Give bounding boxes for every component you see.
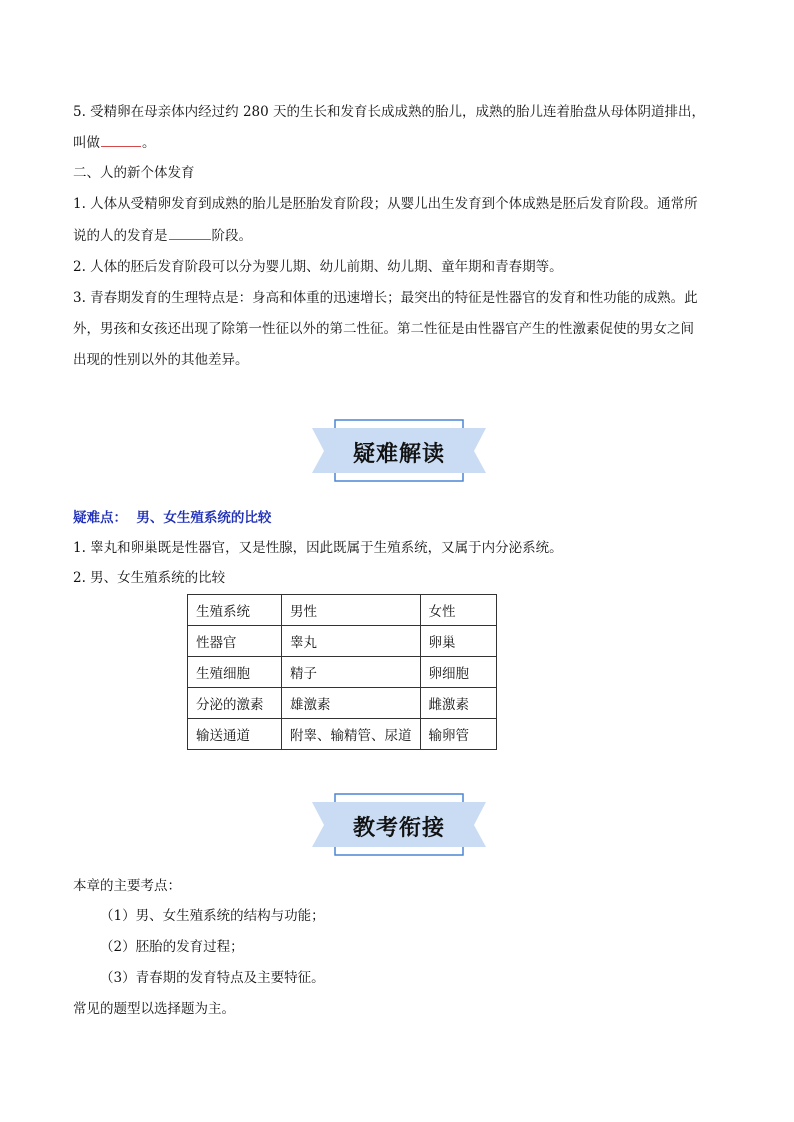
table-cell: 输卵管 bbox=[420, 719, 496, 750]
table-cell: 性器官 bbox=[188, 626, 282, 657]
table-cell: 分泌的激素 bbox=[188, 688, 282, 719]
banner-title: 疑难解读 bbox=[352, 441, 445, 467]
s2-item-1-line-2 bbox=[73, 225, 252, 246]
table-cell: 精子 bbox=[282, 657, 421, 688]
banner-title: 教考衔接 bbox=[352, 815, 445, 841]
s2-item-1-line-1: 1. 人体从受精卵发育到成熟的胎儿是胚胎发育阶段；从婴儿出生发育到个体成熟是胚后发育阶段。通常所 bbox=[73, 196, 698, 212]
table-cell: 附睾、输精管、尿道 bbox=[282, 719, 421, 750]
table-header-cell: 生殖系统 bbox=[188, 595, 282, 626]
exam-point: （1）男、女生殖系统的结构与功能； bbox=[100, 908, 325, 924]
table-header-cell: 男性 bbox=[282, 595, 421, 626]
item-5-prefix: 叫做 bbox=[73, 135, 100, 151]
section-banner-difficulty bbox=[310, 418, 488, 486]
s2-item-1-prefix: 说的人的发育是 bbox=[73, 228, 168, 244]
table-header-cell: 女性 bbox=[420, 595, 496, 626]
table-cell: 睾丸 bbox=[282, 626, 421, 657]
table-header-row bbox=[188, 595, 497, 626]
table-cell: 卵细胞 bbox=[420, 657, 496, 688]
item-5-line-1: 5. 受精卵在母亲体内经过约 280 天的生长和发育长成成熟的胎儿，成熟的胎儿连着胎盘从母体阴道排出， bbox=[73, 104, 706, 120]
table-cell: 输送通道 bbox=[188, 719, 282, 750]
exam-point: （3）青春期的发育特点及主要特征。 bbox=[100, 970, 325, 986]
table-cell: 生殖细胞 bbox=[188, 657, 282, 688]
table-row bbox=[188, 688, 497, 719]
table-cell: 卵巢 bbox=[420, 626, 496, 657]
table-cell: 雌激素 bbox=[420, 688, 496, 719]
s2-item-3-line-1: 3. 青春期发育的生理特点是：身高和体重的迅速增长；最突出的特征是性器官的发育和性功能的成熟。此 bbox=[73, 290, 698, 306]
section-banner-exam bbox=[310, 792, 488, 860]
exam-intro: 本章的主要考点： bbox=[73, 878, 181, 894]
s2-item-2: 2. 人体的胚后发育阶段可以分为婴儿期、幼儿前期、幼儿期、童年期和青春期等。 bbox=[73, 259, 563, 275]
table-row bbox=[188, 657, 497, 688]
d-item-2: 2. 男、女生殖系统的比较 bbox=[73, 570, 226, 586]
d-item-1: 1. 睾丸和卵巢既是性器官，又是性腺，因此既属于生殖系统，又属于内分泌系统。 bbox=[73, 540, 563, 556]
difficulty-point bbox=[73, 508, 271, 528]
answer-blank-2[interactable] bbox=[169, 225, 211, 240]
section-heading: 二、人的新个体发育 bbox=[73, 165, 195, 181]
item-5-suffix: 。 bbox=[142, 135, 156, 151]
s2-item-3-line-2: 外，男孩和女孩还出现了除第一性征以外的第二性征。第二性征是由性器官产生的性激素促使的男女之间 bbox=[73, 321, 694, 337]
exam-point: （2）胚胎的发育过程； bbox=[100, 939, 244, 955]
exam-outro: 常见的题型以选择题为主。 bbox=[73, 1001, 235, 1017]
comparison-table bbox=[187, 594, 497, 750]
item-5-line-2 bbox=[73, 132, 156, 153]
table-row bbox=[188, 719, 497, 750]
answer-blank-1[interactable] bbox=[101, 132, 141, 147]
s2-item-1-suffix: 阶段。 bbox=[211, 228, 252, 244]
difficulty-title: 男、女生殖系统的比较 bbox=[136, 510, 272, 526]
table-cell: 雄激素 bbox=[282, 688, 421, 719]
s2-item-3-line-3: 出现的性别以外的其他差异。 bbox=[73, 352, 249, 368]
difficulty-label: 疑难点： bbox=[73, 510, 127, 526]
table-row bbox=[188, 626, 497, 657]
